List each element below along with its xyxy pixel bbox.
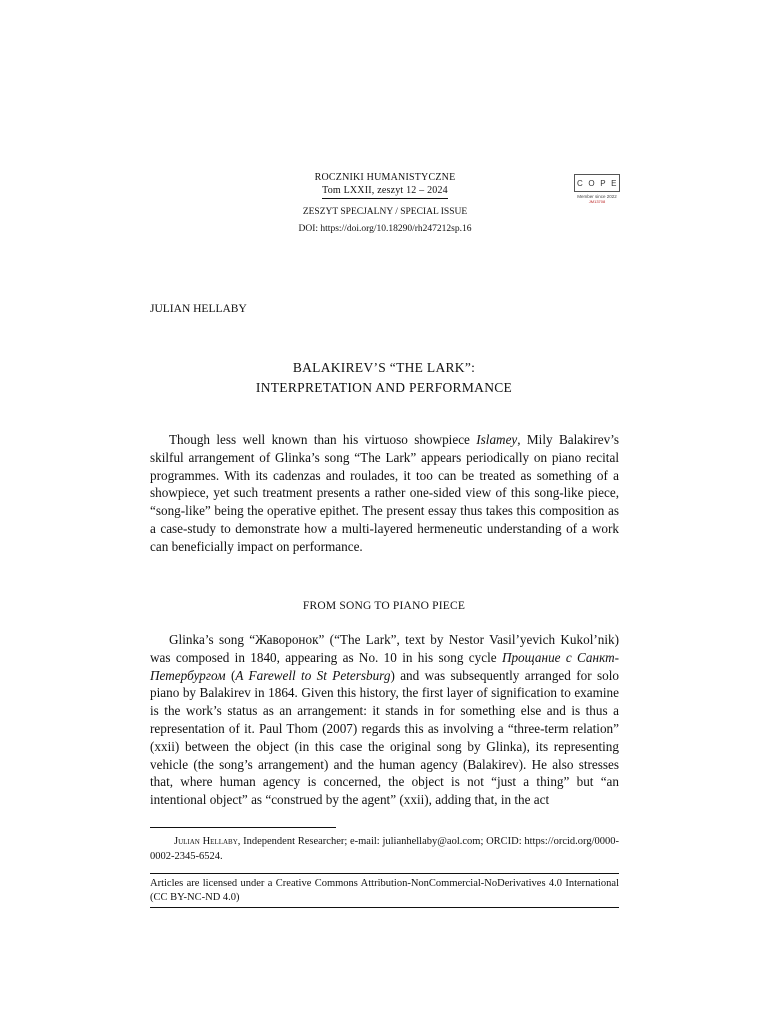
volume-info: Tom LXXII, zeszyt 12 – 2024 xyxy=(322,184,448,199)
journal-name: ROCZNIKI HUMANISTYCZNE xyxy=(314,172,456,183)
abstract-text: , Mily Balakirev’s skilful arrangement of Glinka’s song “The Lark” appears periodically on piano recital programmes. With its cadenzas and roulades, it too can be treated as something of a showpiece, yet such treatment presents a rather one-sided view of this song-like piece, “song-like” being the operative epithet. The present essay thus takes this composition as a case-study to demonstrate how a multi-layered hermeneutic understanding of a work can beneficially impact on performance. xyxy=(150,432,619,554)
cope-logo xyxy=(574,174,620,208)
footnote-text: , Independent Researcher; e-mail: julianhellaby@aol.com; ORCID: https://orcid.org/0000-0002-2345-6524. xyxy=(150,836,619,862)
body-text: ) and was subsequently arranged for solo piano by Balakirev in 1864. Given this history, the first layer of signification to examine is the work’s status as an arrangement: it stands in for something else and is thus a representation of it. Paul Thom (2007) regards this as involving a “three-term relation” (xxii) between the object (in this case the original song by Glinka), its representing vehicle (the song’s arrangement) and the human agency (Balakirev). He also stresses that, where human agency is concerned, the object is not “just a thing” but “an intentional object” as “construed by the agent” (xxii), adding that, in the act xyxy=(150,667,619,808)
cope-letter: E xyxy=(611,178,617,188)
doi-label: DOI: xyxy=(298,224,321,234)
author-name: JULIAN HELLABY xyxy=(150,303,247,315)
journal-header xyxy=(230,171,540,199)
license-text: Articles are licensed under a Creative Commons Attribution-NonCommercial-NoDerivatives 4.0 International (CC BY-NC-ND 4.0) xyxy=(150,878,619,903)
body-italic: A Farewell to St Petersburg xyxy=(235,667,391,683)
body-text: Glinka’s song “Жаворонок” (“The Lark”, text by Nestor Vasil’yevich Kukol’nik) was composed in 1840, appearing as No. 10 in his song cycle xyxy=(150,632,619,665)
footnote xyxy=(150,835,619,864)
cope-letters xyxy=(574,174,620,192)
section-heading: FROM SONG TO PIANO PIECE xyxy=(302,600,466,612)
cope-member-id: JM13708 xyxy=(588,199,606,204)
cope-member-text: Member since 2022 xyxy=(577,194,617,199)
doi-link[interactable]: https://doi.org/10.18290/rh247212sp.16 xyxy=(320,224,472,234)
title-line-1: BALAKIREV’S “THE LARK”: xyxy=(292,360,476,375)
abstract-text: Though less well known than his virtuoso showpiece xyxy=(169,432,477,447)
special-issue-label: ZESZYT SPECJALNY / SPECIAL ISSUE xyxy=(302,207,468,217)
abstract-italic: Islamey xyxy=(476,432,518,447)
cope-letter: C xyxy=(577,178,584,188)
cope-letter: P xyxy=(600,178,607,188)
title-line-2: INTERPRETATION AND PERFORMANCE xyxy=(255,380,513,395)
license-top-rule xyxy=(150,873,619,874)
body-italic: Прощание с Санкт-Петербургом xyxy=(150,649,619,683)
abstract-paragraph xyxy=(150,431,619,556)
footnote-divider xyxy=(150,827,336,828)
cope-letter: O xyxy=(588,178,596,188)
body-paragraph xyxy=(150,631,619,809)
body-text: ( xyxy=(225,667,236,683)
license-bottom-rule xyxy=(150,907,619,908)
footnote-author: Julian Hellaby xyxy=(174,836,238,847)
doi-line xyxy=(230,223,540,235)
article-title xyxy=(150,358,618,398)
